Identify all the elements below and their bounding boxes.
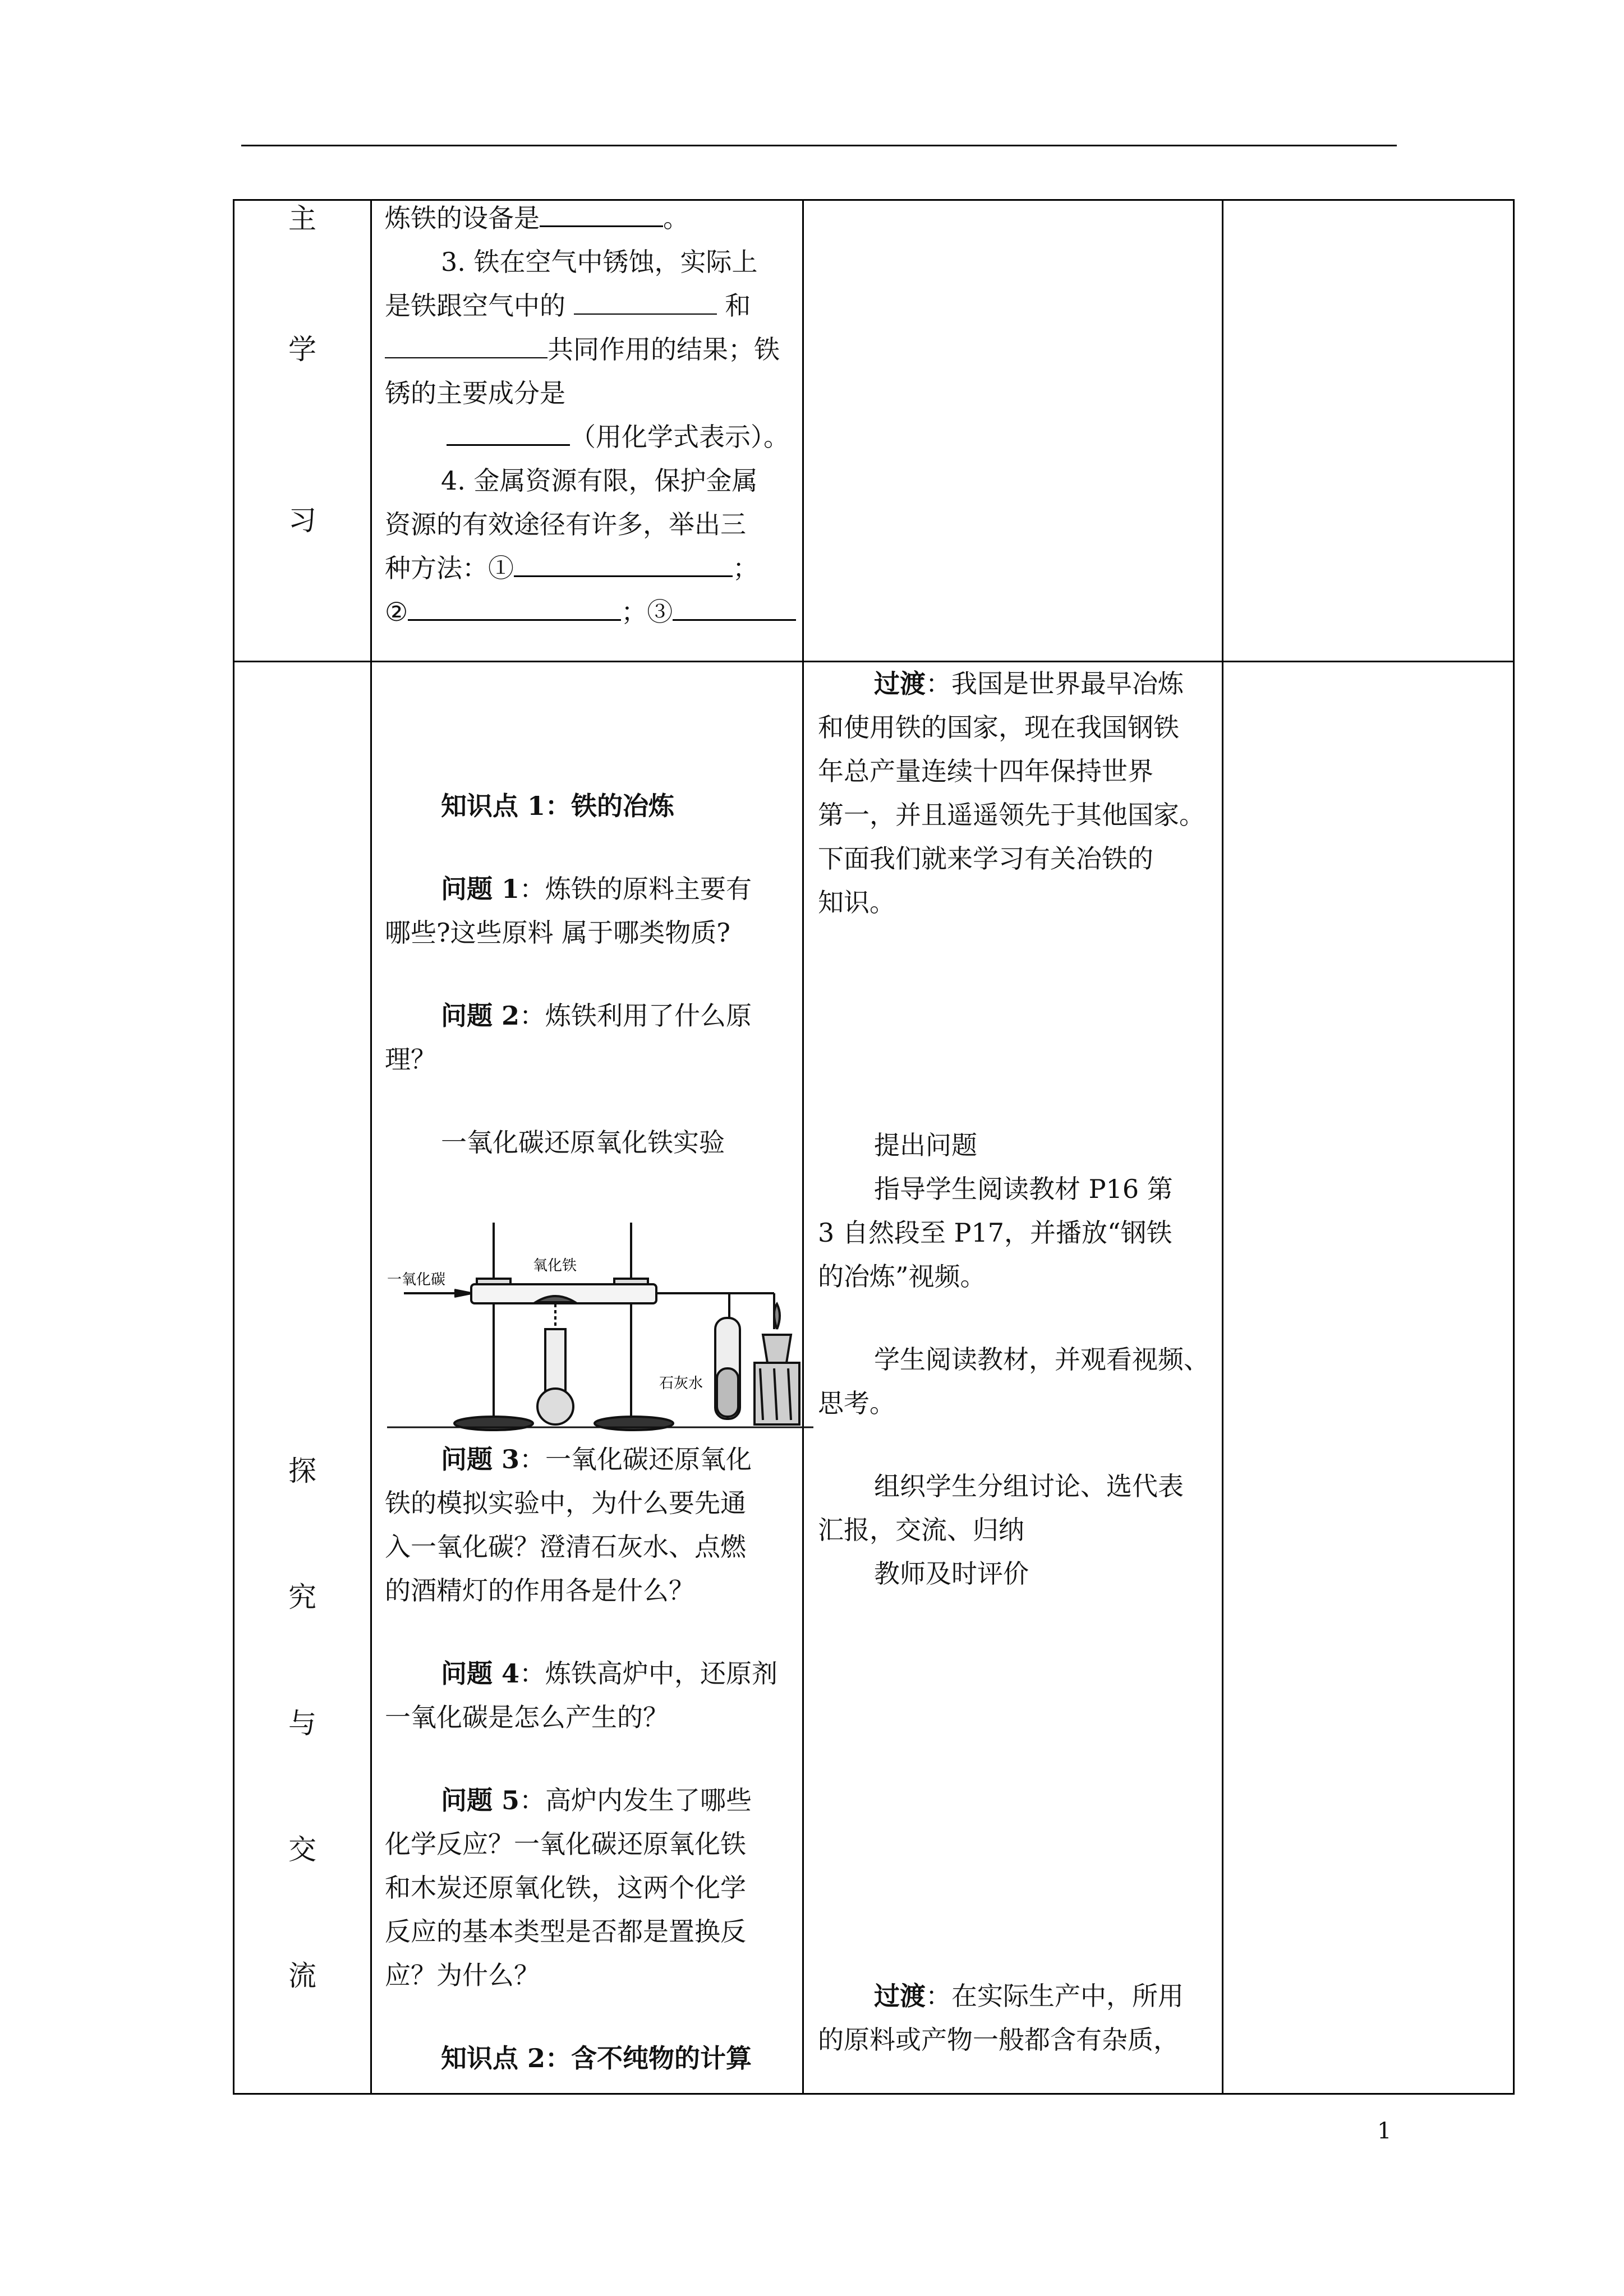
text-line: 是铁跟空气中的 和 <box>385 291 751 321</box>
text-line: 下面我们就来学习有关冶铁的 <box>818 843 1153 874</box>
knowledge-point-title: 知识点 1：铁的冶炼 <box>441 791 675 821</box>
column-divider <box>370 201 372 2093</box>
page-number: 1 <box>1377 2118 1392 2144</box>
side-label-zhu-xue-xi <box>234 201 370 661</box>
fill-blank[interactable] <box>574 291 717 315</box>
question-line: 理？ <box>385 1044 436 1075</box>
header-rule <box>241 145 1397 146</box>
text-line: 种方法：① ； <box>385 553 758 583</box>
question-line: 问题 2：炼铁利用了什么原 <box>441 1001 752 1031</box>
question-line: 问题 5：高炉内发生了哪些 <box>441 1785 752 1815</box>
co-reduction-apparatus-figure <box>387 1200 813 1436</box>
question-line: 的酒精灯的作用各是什么？ <box>385 1575 694 1606</box>
side-char: 探 <box>288 1455 316 1487</box>
side-char: 学 <box>288 333 316 366</box>
text-line: 知识。 <box>818 887 895 918</box>
text-line: 过渡：在实际生产中，所用 <box>874 1981 1184 2011</box>
text-line: （用化学式表示）。 <box>385 415 800 459</box>
question-line: 铁的模拟实验中，为什么要先通 <box>385 1488 746 1518</box>
side-char: 与 <box>288 1707 316 1740</box>
teacher-activity-content <box>818 662 1219 924</box>
fill-blank[interactable] <box>408 597 621 621</box>
lesson-table <box>233 199 1515 2095</box>
question-line: 反应的基本类型是否都是置换反 <box>385 1916 746 1947</box>
explore-content-top <box>385 784 800 1164</box>
question-line: 一氧化碳是怎么产生的？ <box>385 1702 669 1732</box>
text-line: 年总产量连续十四年保持世界 <box>818 756 1153 786</box>
text-line: 教师及时评价 <box>874 1559 1029 1589</box>
self-study-content <box>385 196 800 634</box>
question-line: 问题 3：一氧化碳还原氧化 <box>441 1444 752 1474</box>
column-divider <box>1222 201 1223 2093</box>
text-line: 第一，并且遥遥领先于其他国家。 <box>818 800 1205 830</box>
text-line: 3 自然段至 P17，并播放“钢铁 <box>818 1218 1172 1248</box>
label-limewater: 石灰水 <box>659 1375 703 1392</box>
label-co: 一氧化碳 <box>387 1271 446 1288</box>
fill-blank[interactable] <box>385 335 548 358</box>
fill-blank[interactable] <box>540 203 663 227</box>
side-char: 主 <box>288 202 316 235</box>
text-line: 的冶炼”视频。 <box>818 1261 986 1292</box>
explore-content-bottom <box>385 1437 800 2080</box>
experiment-caption: 一氧化碳还原氧化铁实验 <box>441 1127 725 1158</box>
text-line: 资源的有效途径有许多，举出三 <box>385 509 746 540</box>
question-line: 问题 4：炼铁高炉中，还原剂 <box>441 1658 778 1689</box>
question-line: 问题 1：炼铁的原料主要有 <box>441 874 752 904</box>
side-char: 究 <box>288 1581 316 1613</box>
question-line: 应？为什么？ <box>385 1960 540 1990</box>
fill-blank[interactable] <box>673 597 796 621</box>
text-line: 和使用铁的国家，现在我国钢铁 <box>818 712 1179 743</box>
question-line: 化学反应？一氧化碳还原氧化铁 <box>385 1829 746 1859</box>
text-line: 指导学生阅读教材 P16 第 <box>874 1174 1173 1204</box>
text-line: 3. 铁在空气中锈蚀，实际上 <box>441 247 758 277</box>
text-line: 过渡：我国是世界最早冶炼 <box>874 668 1184 699</box>
fill-blank[interactable] <box>514 553 733 577</box>
label-iron-oxide: 氧化铁 <box>533 1257 577 1274</box>
fill-blank[interactable] <box>447 422 570 446</box>
knowledge-point-title: 知识点 2：含不纯物的计算 <box>441 2043 752 2073</box>
text-line: 组织学生分组讨论、选代表 <box>874 1471 1184 1501</box>
text-line: 炼铁的设备是 。 <box>385 203 689 233</box>
text-line: 提出问题 <box>874 1130 977 1160</box>
teacher-activity-content <box>818 1123 1219 1596</box>
question-line: 入一氧化碳？澄清石灰水、点燃 <box>385 1532 746 1562</box>
side-char: 交 <box>288 1833 316 1866</box>
text-line: 汇报，交流、归纳 <box>818 1515 1024 1545</box>
side-char: 流 <box>288 1960 316 1992</box>
text-line: 思考。 <box>818 1388 895 1418</box>
text-line: 的原料或产物一般都含有杂质， <box>818 2025 1179 2055</box>
question-line: 和木炭还原氧化铁，这两个化学 <box>385 1873 746 1903</box>
side-label-tan-jiu <box>234 661 370 2096</box>
column-divider <box>802 201 804 2093</box>
text-line: ② ；③ <box>385 590 800 634</box>
text-line: 4. 金属资源有限，保护金属 <box>441 465 758 496</box>
side-char: 习 <box>288 504 316 537</box>
text-line: 学生阅读教材，并观看视频、 <box>874 1344 1209 1375</box>
question-line: 哪些?这些原料 属于哪类物质? <box>385 918 730 948</box>
text-line: 共同作用的结果；铁 <box>385 328 800 371</box>
apparatus-drawing <box>387 1200 813 1436</box>
text-line: 锈的主要成分是 <box>385 378 565 408</box>
teacher-activity-content <box>818 1974 1219 2062</box>
